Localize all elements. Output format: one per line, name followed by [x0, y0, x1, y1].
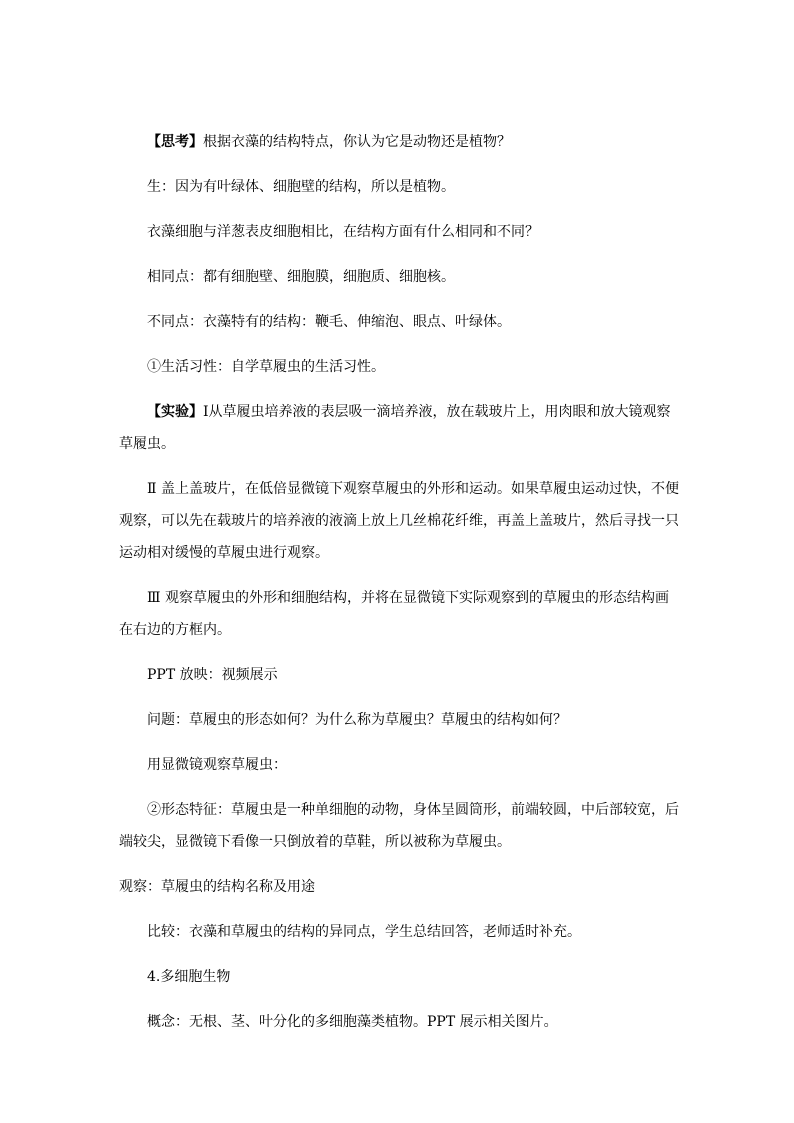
paragraph-ppt-video: PPT 放映：视频展示 — [147, 667, 278, 683]
paragraph-morphology: ②形态特征：草履虫是一种单细胞的动物，身体呈圆筒形，前端较圆，中后部较宽，后端较尖，显微镜下看像一只倒放着的草鞋，所以被称为草履虫。 — [119, 802, 679, 850]
experiment-step-1-text: Ⅰ从草履虫培养液的表层吸一滴培养液，放在载玻片上，用肉眼和放大镜观察草履虫。 — [119, 404, 671, 452]
paragraph-think — [119, 126, 679, 158]
paragraph-questions: 问题：草履虫的形态如何？为什么称为草履虫？草履虫的结构如何？ — [147, 712, 567, 728]
paragraph-comparison: 比较：衣藻和草履虫的结构的异同点，学生总结回答，老师适时补充。 — [147, 924, 581, 940]
paragraph-experiment-step-1 — [119, 396, 679, 460]
think-label: 【思考】 — [147, 134, 203, 150]
paragraph-observe-structure: 观察：草履虫的结构名称及用途 — [119, 879, 315, 895]
document-body — [119, 126, 679, 1038]
paragraph-experiment-step-3: Ⅲ 观察草履虫的外形和细胞结构，并将在显微镜下实际观察到的草履虫的形态结构画在右边的方框内。 — [119, 590, 669, 638]
paragraph-differences: 不同点：衣藻特有的结构：鞭毛、伸缩泡、眼点、叶绿体。 — [147, 314, 511, 330]
paragraph-student-answer: 生：因为有叶绿体、细胞壁的结构，所以是植物。 — [147, 179, 455, 195]
paragraph-compare-question: 衣藻细胞与洋葱表皮细胞相比，在结构方面有什么相同和不同？ — [147, 224, 539, 240]
paragraph-habits: ①生活习性：自学草履虫的生活习性。 — [147, 359, 385, 375]
paragraph-experiment-step-2: Ⅱ 盖上盖玻片，在低倍显微镜下观察草履虫的外形和运动。如果草履虫运动过快，不便观察，可以先在载玻片的培养液的液滴上放上几丝棉花纤维，再盖上盖玻片，然后寻找一只运动相对缓慢的草履虫进行观察。 — [119, 481, 679, 561]
paragraph-concept: 概念：无根、茎、叶分化的多细胞藻类植物。PPT 展示相关图片。 — [147, 1014, 558, 1030]
experiment-label: 【实验】 — [147, 404, 203, 420]
paragraph-similarities: 相同点：都有细胞壁、细胞膜，细胞质、细胞核。 — [147, 269, 455, 285]
paragraph-multicellular-heading: 4.多细胞生物 — [147, 969, 231, 985]
paragraph-microscope-observe: 用显微镜观察草履虫： — [147, 757, 287, 773]
think-question: 根据衣藻的结构特点，你认为它是动物还是植物？ — [203, 134, 511, 150]
